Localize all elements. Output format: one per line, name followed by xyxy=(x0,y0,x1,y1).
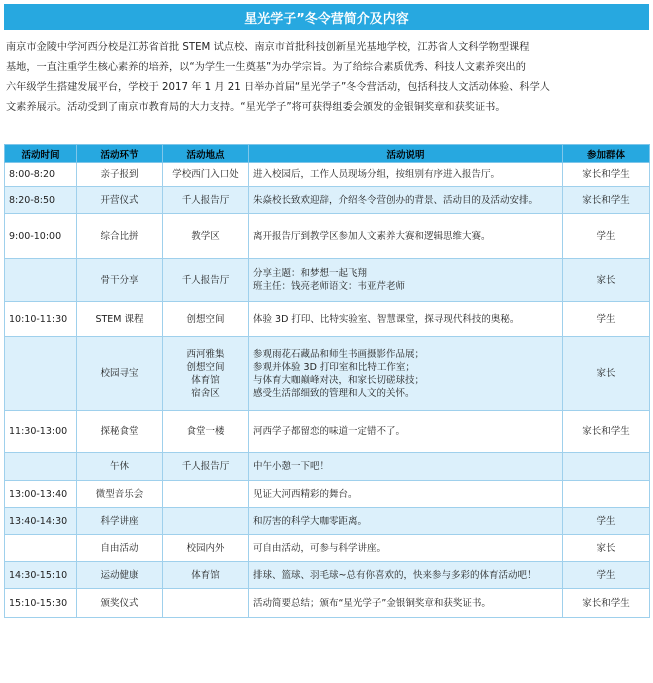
cell-place xyxy=(163,337,249,411)
cell-group: 学生 xyxy=(563,562,650,589)
cell-session: 开营仪式 xyxy=(77,187,163,214)
cell-group: 家长和学生 xyxy=(563,411,650,453)
table-row xyxy=(5,187,650,214)
cell-description: 可自由活动，可参与科学讲座。 xyxy=(249,535,563,562)
cell-description: 排球、篮球、羽毛球~总有你喜欢的，快来参与多彩的体育活动吧！ xyxy=(249,562,563,589)
description-text: 分享主题：和梦想一起飞翔 班主任：钱亮老师语文：韦亚芹老师 xyxy=(253,268,406,292)
table-row xyxy=(5,562,650,589)
cell-session: 微型音乐会 xyxy=(77,481,163,508)
cell-session: 午休 xyxy=(77,453,163,481)
cell-group: 家长 xyxy=(563,535,650,562)
cell-place: 食堂一楼 xyxy=(163,411,249,453)
header-group: 参加群体 xyxy=(563,145,650,163)
cell-session: 综合比拼 xyxy=(77,214,163,259)
cell-description: 体验 3D 打印、比特实验室、智慧课堂，探寻现代科技的奥秘。 xyxy=(249,302,563,337)
header-session: 活动环节 xyxy=(77,145,163,163)
cell-place xyxy=(163,508,249,535)
cell-session: 科学讲座 xyxy=(77,508,163,535)
cell-time xyxy=(5,453,77,481)
cell-description xyxy=(249,259,563,302)
cell-time: 10:10-11:30 xyxy=(5,302,77,337)
cell-group: 家长 xyxy=(563,337,650,411)
cell-time: 13:00-13:40 xyxy=(5,481,77,508)
cell-group: 学生 xyxy=(563,508,650,535)
cell-description: 离开报告厅到教学区参加人文素养大赛和逻辑思维大赛。 xyxy=(249,214,563,259)
intro-line: 基地，一直注重学生核心素养的培养，以“为学生一生奠基”为办学宗旨。为了给综合素质优秀、科技人文素养突出的 xyxy=(6,62,526,73)
cell-group: 家长和学生 xyxy=(563,163,650,187)
table-row xyxy=(5,337,650,411)
table-row xyxy=(5,302,650,337)
table-row xyxy=(5,589,650,618)
cell-time xyxy=(5,259,77,302)
table-row xyxy=(5,411,650,453)
intro-line: 文素养展示。活动受到了南京市教育局的大力支持。“星光学子”将可获得组委会颁发的金银铜奖章和获奖证书。 xyxy=(6,102,506,113)
cell-place: 教学区 xyxy=(163,214,249,259)
schedule-table xyxy=(4,144,650,618)
cell-group xyxy=(563,481,650,508)
cell-group: 家长和学生 xyxy=(563,187,650,214)
cell-time xyxy=(5,535,77,562)
cell-session: 亲子报到 xyxy=(77,163,163,187)
header-description: 活动说明 xyxy=(249,145,563,163)
cell-session: 自由活动 xyxy=(77,535,163,562)
cell-description: 见证大河西精彩的舞台。 xyxy=(249,481,563,508)
intro-paragraph xyxy=(6,38,648,118)
cell-description: 河西学子都留恋的味道一定错不了。 xyxy=(249,411,563,453)
table-row xyxy=(5,508,650,535)
cell-group: 家长 xyxy=(563,259,650,302)
place-text: 西河雅集 创想空间 体育馆 宿舍区 xyxy=(186,348,225,399)
cell-place: 校园内外 xyxy=(163,535,249,562)
cell-time: 13:40-14:30 xyxy=(5,508,77,535)
cell-time: 14:30-15:10 xyxy=(5,562,77,589)
cell-time: 8:20-8:50 xyxy=(5,187,77,214)
header-place: 活动地点 xyxy=(163,145,249,163)
cell-session: 骨干分享 xyxy=(77,259,163,302)
table-row xyxy=(5,259,650,302)
cell-description: 和厉害的科学大咖零距离。 xyxy=(249,508,563,535)
cell-description: 中午小憩一下吧！ xyxy=(249,453,563,481)
cell-time: 8:00-8:20 xyxy=(5,163,77,187)
cell-place: 千人报告厅 xyxy=(163,453,249,481)
cell-time: 11:30-13:00 xyxy=(5,411,77,453)
cell-place xyxy=(163,589,249,618)
cell-session: 颁奖仪式 xyxy=(77,589,163,618)
table-row xyxy=(5,481,650,508)
cell-session: 探秘食堂 xyxy=(77,411,163,453)
cell-group: 学生 xyxy=(563,302,650,337)
cell-place: 千人报告厅 xyxy=(163,259,249,302)
header-time: 活动时间 xyxy=(5,145,77,163)
table-header-row xyxy=(5,145,650,163)
table-row xyxy=(5,214,650,259)
cell-group: 家长和学生 xyxy=(563,589,650,618)
intro-line: 六年级学生搭建发展平台，学校于 2017 年 1 月 21 日举办首届“星光学子”冬令营活动，包括科技人文活动体验、科学人 xyxy=(6,82,550,93)
table-row xyxy=(5,453,650,481)
cell-session: STEM 课程 xyxy=(77,302,163,337)
table-row xyxy=(5,535,650,562)
intro-line: 南京市金陵中学河西分校是江苏省首批 STEM 试点校、南京市首批科技创新星光基地学校，江苏省人文科学物型课程 xyxy=(6,42,530,53)
cell-description xyxy=(249,337,563,411)
cell-group xyxy=(563,453,650,481)
cell-place: 体育馆 xyxy=(163,562,249,589)
page-title: 星光学子”冬令营简介及内容 xyxy=(4,4,649,30)
cell-group: 学生 xyxy=(563,214,650,259)
cell-time xyxy=(5,337,77,411)
cell-place xyxy=(163,481,249,508)
cell-description: 进入校园后，工作人员现场分组，按组别有序进入报告厅。 xyxy=(249,163,563,187)
cell-place: 学校西门入口处 xyxy=(163,163,249,187)
cell-place: 创想空间 xyxy=(163,302,249,337)
cell-session: 运动健康 xyxy=(77,562,163,589)
cell-session: 校园寻宝 xyxy=(77,337,163,411)
cell-description: 活动简要总结；颁布“星光学子”金银铜奖章和获奖证书。 xyxy=(249,589,563,618)
table-row xyxy=(5,163,650,187)
cell-description: 朱焱校长致欢迎辞，介绍冬令营创办的背景、活动目的及活动安排。 xyxy=(249,187,563,214)
cell-time: 9:00-10:00 xyxy=(5,214,77,259)
cell-time: 15:10-15:30 xyxy=(5,589,77,618)
cell-place: 千人报告厅 xyxy=(163,187,249,214)
description-text: 参观雨花石藏品和师生书画摄影作品展； 参观并体验 3D 打印室和比特工作室； 与体育大咖巅峰对决，和家长切磋球技； 感受生活部细致的管理和人文的关怀。 xyxy=(253,348,425,399)
